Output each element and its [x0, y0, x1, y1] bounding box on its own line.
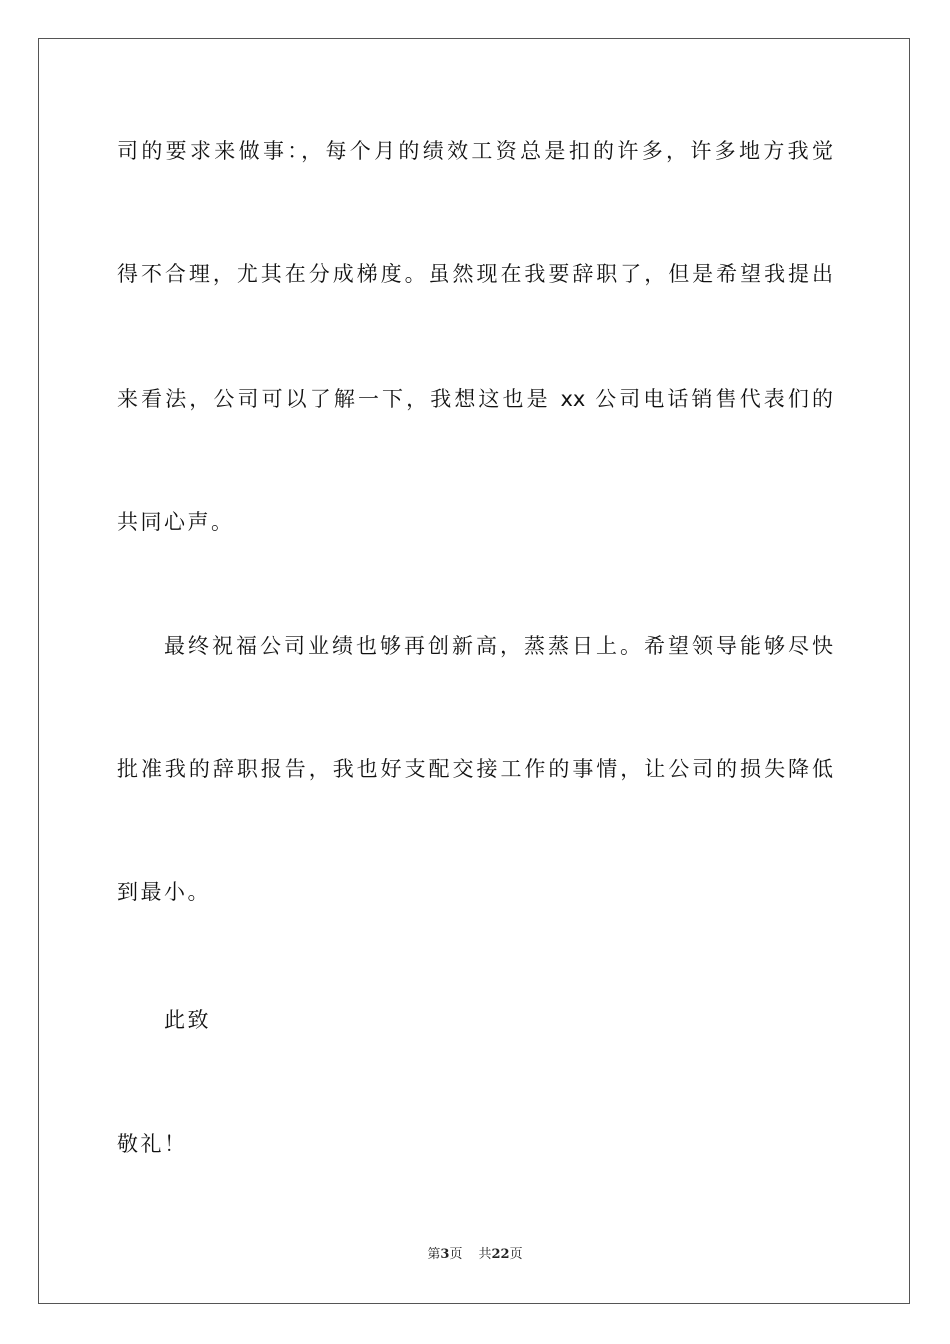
body-line-5: 最终祝福公司业绩也够再创新高，蒸蒸日上。希望领导能够尽快: [164, 634, 833, 658]
body-line-6: 批准我的辞职报告，我也好支配交接工作的事情，让公司的损失降低: [117, 757, 833, 781]
footer-total-prefix: 共: [478, 1247, 492, 1262]
body-line-2: 得不合理，尤其在分成梯度。虽然现在我要辞职了，但是希望我提出: [117, 262, 833, 286]
page-frame: [38, 38, 910, 1304]
page-footer: [0, 1246, 950, 1264]
footer-page-number: 3: [440, 1247, 450, 1262]
closing-regards: 敬礼！: [117, 1132, 188, 1156]
footer-page-prefix: 第: [427, 1247, 441, 1262]
footer-total-pages: 22: [491, 1247, 510, 1262]
body-line-3: 来看法，公司可以了解一下，我想这也是 xx 公司电话销售代表们的: [117, 387, 833, 411]
footer-total-suffix: 页: [509, 1247, 523, 1262]
closing-salutation: 此致: [164, 1008, 211, 1032]
body-line-1: 司的要求来做事：，每个月的绩效工资总是扣的许多，许多地方我觉: [117, 139, 833, 163]
footer-page-suffix: 页: [449, 1247, 463, 1262]
body-line-7: 到最小。: [117, 880, 211, 904]
body-line-4: 共同心声。: [117, 510, 235, 534]
